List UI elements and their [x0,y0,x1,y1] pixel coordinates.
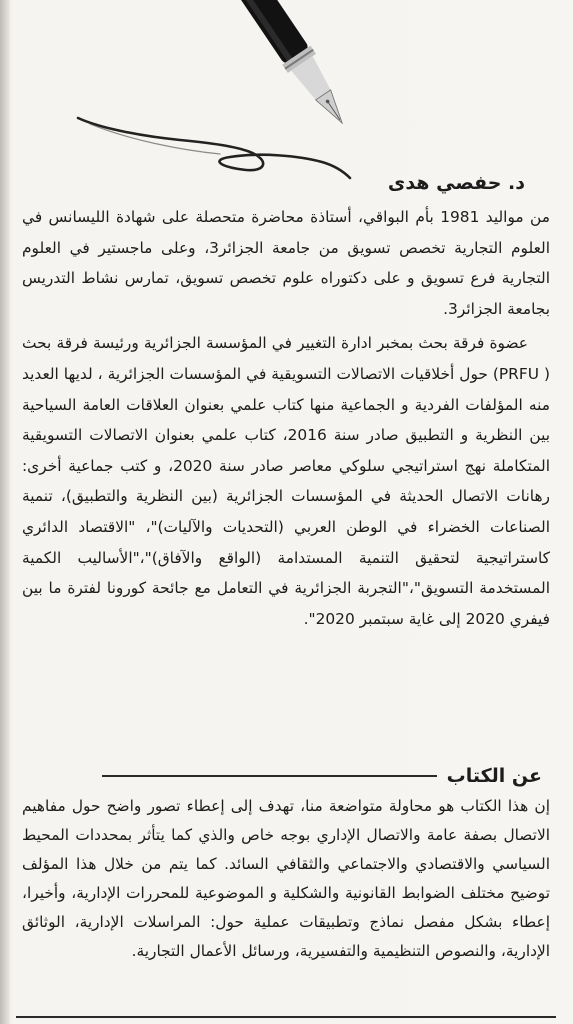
section-divider [102,775,437,777]
author-name: د. حفصي هدى [387,172,525,194]
book-spine-shadow [0,0,10,1024]
about-book-title: عن الكتاب [446,765,542,787]
bottom-divider [16,1016,556,1018]
biography-paragraph-1: من مواليد 1981 بأم البواقي، أستاذة محاضرة متحصلة على شهادة الليسانس في العلوم التجارية تخصص تسويق من جامعة الجزائر3، وعلى ماجستير في العلوم التجارية فرع تسويق و على دكتوراه علوم تخصص تسويق، تمارس نشاط التدريس بجامعة الجزائر3. [22,208,550,318]
about-book-section [22,762,550,966]
biography-paragraph-2: عضوة فرقة بحث بمخبر ادارة التغيير في المؤسسة الجزائرية ورئيسة فرقة بحث ( PRFU) حول أخلاقيات الاتصالات التسويقية في المؤسسات الجزائرية ، لديها العديد منه المؤلفات الفردية و الجماعية منها كتاب علمي بعنوان العلاقات العامة السياحية بين النظرية و التطبيق صادر سنة 2016، كتاب علمي بعنوان الاتصالات التسويقية المتكاملة نهج استراتيجي سلوكي معاصر صادر سنة 2020، و كتب جماعية أخرى: رهانات الاتصال الحديثة في المؤسسات الجزائرية (بين النظرية والتطبيق)، تنمية الصناعات الخضراء في الوطن العربي (التحديات والآليات)"، "الاقتصاد الدائري كاستراتيجية لتحقيق التنمية المستدامة (الواقع والآفاق)"،"الأساليب الكمية المستخدمة التسويق"،"التجربة الجزائرية في التعامل مع جائحة كورونا لفترة ما بين فيفري 2020 إلى غاية سبتمبر 2020". [22,334,550,628]
about-book-header [22,762,550,790]
author-biography [22,170,550,634]
about-book-paragraph: إن هذا الكتاب هو محاولة متواضعة منا، تهدف إلى إعطاء تصور واضح حول مفاهيم الاتصال بصفة عامة والاتصال الإداري بوجه خاص والذي كما يتأثر بمحددات المحيط السياسي والاقتصادي والاجتماعي والثقافي السائد. كما يتم من خلال هذا المؤلف توضيح مختلف الضوابط القانونية والشكلية و الموضوعية للمحررات الإدارية، وأخيرا، إعطاء بشكل مفصل نماذج وتطبيقات عملية حول: المراسلات الإدارية، الوثائق الإدارية، والنصوص التنظيمية والتفسيرية، ورسائل الأعمال التجارية. [22,797,550,960]
